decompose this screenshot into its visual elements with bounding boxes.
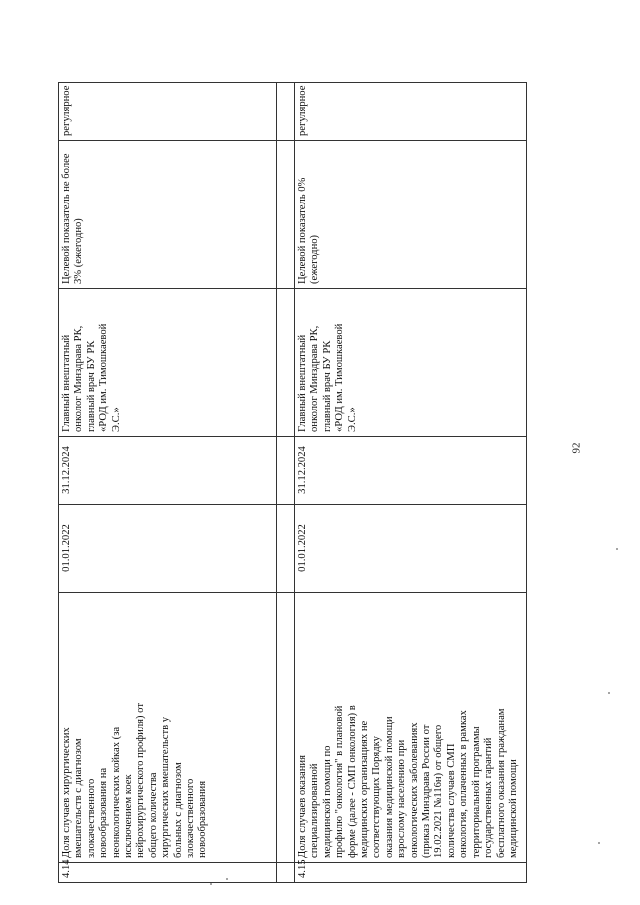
blank-cell <box>277 505 295 593</box>
measure-description: Доля случаев хирургических вмешательств с диагнозом злокачественного новообразования на неонкологических койках (за исключением коек нейрохирургического профиля) от общего количества хирургических вмешательств у больных с диагнозом злокачественного новообразования <box>59 593 277 863</box>
table-row-blank <box>277 83 295 883</box>
target-indicator: Целевой показатель не более 3% (ежегодно) <box>59 141 277 289</box>
scan-speck <box>616 548 618 550</box>
blank-cell <box>277 289 295 437</box>
scan-speck <box>210 883 212 885</box>
periodicity: регулярное <box>295 83 527 141</box>
responsible-person: Главный внештатный онколог Минздрава РК, главный врач БУ РК «РОД им. Тимошкаевой Э.С.» <box>59 289 277 437</box>
table-row <box>59 83 277 883</box>
blank-cell <box>277 83 295 141</box>
start-date: 01.01.2022 <box>59 505 277 593</box>
scan-speck <box>608 692 610 694</box>
row-number: 4.14 <box>59 863 277 883</box>
scan-speck <box>598 842 600 844</box>
blank-cell <box>277 593 295 863</box>
blank-cell <box>277 141 295 289</box>
page-number: 92 <box>570 442 583 454</box>
end-date: 31.12.2024 <box>59 437 277 505</box>
target-indicator: Целевой показатель 0% (ежегодно) <box>295 141 527 289</box>
responsible-person: Главный внештатный онколог Минздрава РК, главный врач БУ РК «РОД им. Тимошкаевой Э.С.» <box>295 289 527 437</box>
start-date: 01.01.2022 <box>295 505 527 593</box>
row-number: 4.15 <box>295 863 527 883</box>
measure-description: Доля случаев оказания специализированной медицинской помощи по профилю "онкология" в плановой форме (далее - СМП онкология) в медицинских организациях не соответствующих Порядку оказания медицинской помощи взрослому населению при онкологических заболеваниях (приказ Минздрава России от 19.02.2021 №116н) от общего количества случаев СМП онкология, оплаченных в рамках территориальной программы государственных гарантий бесплатного оказания гражданам медицинской помощи <box>295 593 527 863</box>
table-row <box>295 83 527 883</box>
blank-cell <box>277 863 295 883</box>
periodicity: регулярное <box>59 83 277 141</box>
blank-cell <box>277 437 295 505</box>
end-date: 31.12.2024 <box>295 437 527 505</box>
scan-speck <box>226 878 228 880</box>
measures-table <box>58 82 527 883</box>
